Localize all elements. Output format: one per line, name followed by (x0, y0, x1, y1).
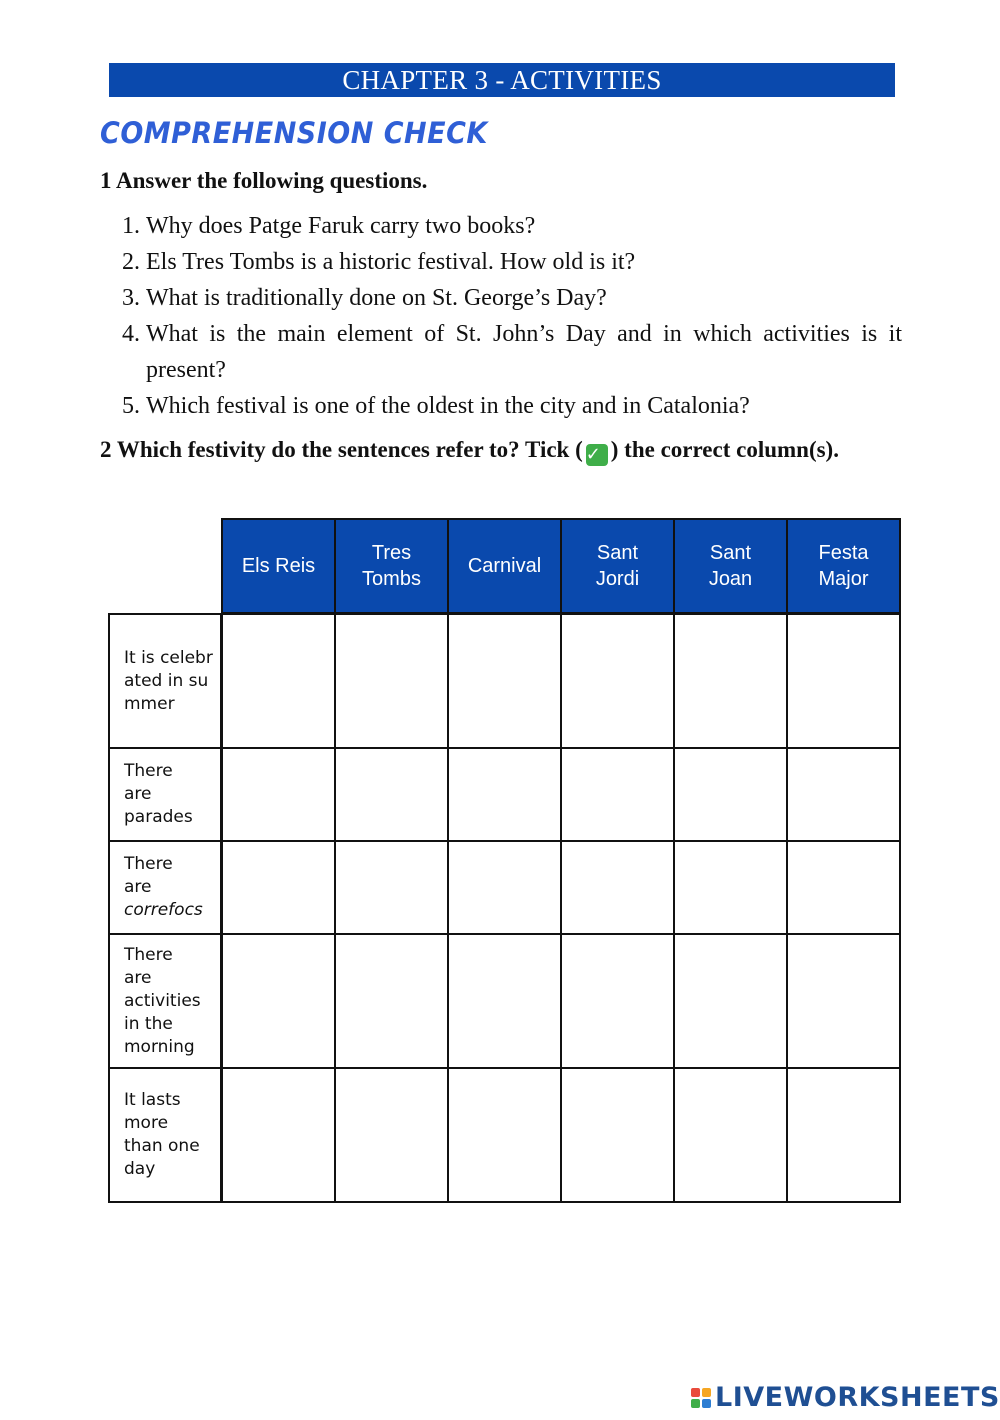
chapter-title: CHAPTER 3 - ACTIVITIES (342, 65, 662, 95)
liveworksheets-logo-icon (691, 1388, 711, 1408)
row-label-text: There are activities in the morning (124, 944, 201, 1057)
exercise-2-instruction (100, 432, 900, 468)
column-header-label: Sant Jordi (595, 542, 640, 590)
column-header-carnival (447, 518, 562, 614)
column-header-els-reis (221, 518, 336, 614)
question-number: 4. (122, 321, 140, 347)
question-text: Els Tres Tombs is a historic festival. How old is it? (146, 249, 636, 275)
logo-square (702, 1388, 711, 1397)
answer-cell-row2-sant-jordi[interactable] (560, 747, 675, 842)
answer-cell-row2-sant-joan[interactable] (673, 747, 788, 842)
column-header-label: Carnival (467, 555, 542, 577)
question-number: 5. (122, 393, 140, 419)
answer-cell-row5-sant-joan[interactable] (673, 1067, 788, 1203)
row-label-text: There are parades (124, 761, 193, 827)
answer-cell-row3-tres-tombs[interactable] (334, 840, 449, 935)
answer-cell-row4-tres-tombs[interactable] (334, 933, 449, 1069)
question-item (122, 316, 902, 388)
answer-cell-row5-festa-major[interactable] (786, 1067, 901, 1203)
answer-cell-row4-sant-jordi[interactable] (560, 933, 675, 1069)
answer-cell-row3-sant-joan[interactable] (673, 840, 788, 935)
question-text: What is the main element of St. John’s Day and in which activities is it present? (146, 321, 902, 383)
answer-cell-row5-carnival[interactable] (447, 1067, 562, 1203)
row-label-text: It is celebrated in summer (124, 647, 213, 714)
instruction-text-after: ) the correct column(s). (610, 437, 839, 462)
row-label-parades (108, 747, 222, 842)
column-header-label: Els Reis (241, 555, 316, 577)
column-header-sant-joan (673, 518, 788, 614)
answer-cell-row5-tres-tombs[interactable] (334, 1067, 449, 1203)
column-header-label: Tres Tombs (362, 542, 421, 590)
question-list (122, 208, 902, 424)
answer-cell-row2-carnival[interactable] (447, 747, 562, 842)
row-label-correfocs (108, 840, 222, 935)
answer-cell-row5-els-reis[interactable] (221, 1067, 336, 1203)
column-header-sant-jordi (560, 518, 675, 614)
answer-cell-row3-sant-jordi[interactable] (560, 840, 675, 935)
instruction-text-before: 2 Which festivity do the sentences refer to? Tick ( (100, 437, 583, 462)
check-mark-icon: ✓ (586, 444, 608, 466)
answer-cell-row3-els-reis[interactable] (221, 840, 336, 935)
exercise-1-instruction: 1 Answer the following questions. (100, 168, 428, 193)
answer-cell-row2-tres-tombs[interactable] (334, 747, 449, 842)
row-label-italic-term: correfocs (124, 900, 203, 920)
answer-cell-row5-sant-jordi[interactable] (560, 1067, 675, 1203)
answer-cell-row2-els-reis[interactable] (221, 747, 336, 842)
row-label-more-than-one-day (108, 1067, 222, 1203)
question-number: 1. (122, 213, 140, 239)
question-item (122, 208, 902, 244)
logo-square (691, 1399, 700, 1408)
answer-cell-row4-sant-joan[interactable] (673, 933, 788, 1069)
question-text: Which festival is one of the oldest in the city and in Catalonia? (146, 393, 750, 419)
answer-cell-row1-festa-major[interactable] (786, 613, 901, 749)
answer-cell-row3-festa-major[interactable] (786, 840, 901, 935)
row-label-text: It lasts more than one day (124, 1090, 200, 1179)
question-number: 3. (122, 285, 140, 311)
column-header-festa-major (786, 518, 901, 614)
column-header-label: Sant Joan (708, 542, 753, 590)
question-item (122, 280, 902, 316)
answer-cell-row1-sant-joan[interactable] (673, 613, 788, 749)
answer-cell-row3-carnival[interactable] (447, 840, 562, 935)
answer-cell-row1-carnival[interactable] (447, 613, 562, 749)
question-item (122, 244, 902, 280)
answer-cell-row2-festa-major[interactable] (786, 747, 901, 842)
question-text: What is traditionally done on St. George’s Day? (146, 285, 607, 311)
question-item (122, 388, 902, 424)
question-text: Why does Patge Faruk carry two books? (146, 213, 536, 239)
liveworksheets-logo (691, 1382, 1000, 1413)
answer-cell-row1-tres-tombs[interactable] (334, 613, 449, 749)
logo-square (702, 1399, 711, 1408)
answer-cell-row1-els-reis[interactable] (221, 613, 336, 749)
column-header-label: Festa Major (818, 542, 869, 590)
row-label-summer (108, 613, 222, 749)
row-label-text: There are (124, 854, 173, 897)
row-label-morning (108, 933, 222, 1069)
question-number: 2. (122, 249, 140, 275)
answer-cell-row4-els-reis[interactable] (221, 933, 336, 1069)
section-heading: COMPREHENSION CHECK (100, 117, 488, 151)
answer-cell-row4-carnival[interactable] (447, 933, 562, 1069)
column-header-tres-tombs (334, 518, 449, 614)
logo-text: LIVEWORKSHEETS (715, 1382, 1000, 1413)
chapter-title-banner (109, 63, 895, 97)
answer-cell-row4-festa-major[interactable] (786, 933, 901, 1069)
answer-cell-row1-sant-jordi[interactable] (560, 613, 675, 749)
logo-square (691, 1388, 700, 1397)
